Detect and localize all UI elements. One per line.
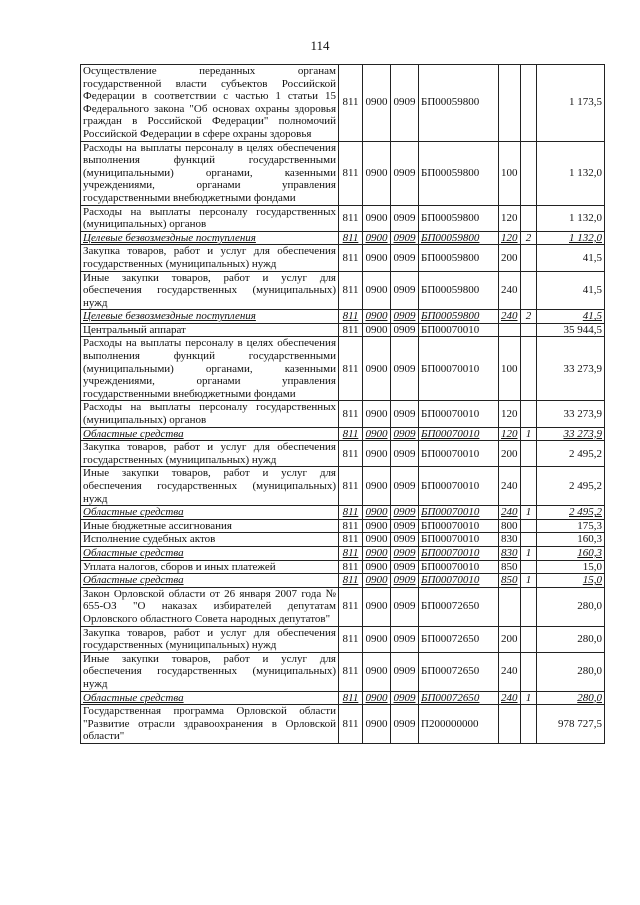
page-number: 114 [310,38,330,53]
expense-type-cell: 240 [499,271,521,310]
source-code-cell [521,441,537,467]
table-row [81,323,605,337]
source-code-cell: 1 [521,427,537,441]
section-code-cell: 0900 [363,427,391,441]
ministry-code-cell: 811 [339,506,363,520]
ministry-code-cell: 811 [339,652,363,691]
subsection-code-cell: 0909 [391,546,419,560]
row-name-cell: Иные бюджетные ассигнования [81,519,339,533]
ministry-code-cell: 811 [339,519,363,533]
source-code-cell [521,401,537,427]
row-name-cell: Целевые безвозмездные поступления [81,231,339,245]
row-name-cell: Расходы на выплаты персоналу государственных (муниципальных) органов [81,401,339,427]
target-article-cell: БП00072650 [419,626,499,652]
expense-type-cell [499,587,521,626]
subsection-code-cell: 0909 [391,691,419,705]
table-row [81,587,605,626]
subsection-code-cell: 0909 [391,652,419,691]
target-article-cell: БП00070010 [419,519,499,533]
table-row [81,691,605,705]
source-code-cell [521,519,537,533]
source-code-cell: 1 [521,691,537,705]
ministry-code-cell: 811 [339,467,363,506]
ministry-code-cell: 811 [339,441,363,467]
table-row [81,141,605,205]
subsection-code-cell: 0909 [391,323,419,337]
expense-type-cell: 120 [499,205,521,231]
amount-cell: 15,0 [537,560,605,574]
section-code-cell: 0900 [363,560,391,574]
subsection-code-cell: 0909 [391,506,419,520]
section-code-cell: 0900 [363,506,391,520]
amount-cell: 41,5 [537,271,605,310]
table-row [81,705,605,744]
row-name-cell: Закупка товаров, работ и услуг для обеспечения государственных (муниципальных) нужд [81,626,339,652]
row-name-cell: Расходы на выплаты персоналу государственных (муниципальных) органов [81,205,339,231]
ministry-code-cell: 811 [339,533,363,547]
source-code-cell: 1 [521,574,537,588]
source-code-cell [521,323,537,337]
target-article-cell: БП00070010 [419,323,499,337]
ministry-code-cell: 811 [339,337,363,401]
expense-type-cell: 240 [499,310,521,324]
amount-cell: 33 273,9 [537,401,605,427]
subsection-code-cell: 0909 [391,533,419,547]
amount-cell: 280,0 [537,652,605,691]
subsection-code-cell: 0909 [391,271,419,310]
section-code-cell: 0900 [363,533,391,547]
amount-cell: 41,5 [537,245,605,271]
subsection-code-cell: 0909 [391,467,419,506]
table-row [81,245,605,271]
target-article-cell: БП00072650 [419,691,499,705]
budget-table-body [81,65,605,744]
target-article-cell: БП00059800 [419,271,499,310]
target-article-cell: БП00070010 [419,467,499,506]
expense-type-cell: 200 [499,245,521,271]
subsection-code-cell: 0909 [391,626,419,652]
table-row [81,231,605,245]
ministry-code-cell: 811 [339,560,363,574]
subsection-code-cell: 0909 [391,574,419,588]
source-code-cell [521,337,537,401]
row-name-cell: Государственная программа Орловской области "Развитие отрасли здравоохранения в Орловской области" [81,705,339,744]
row-name-cell: Областные средства [81,574,339,588]
amount-cell: 33 273,9 [537,337,605,401]
amount-cell: 160,3 [537,533,605,547]
ministry-code-cell: 811 [339,271,363,310]
ministry-code-cell: 811 [339,574,363,588]
table-row [81,401,605,427]
section-code-cell: 0900 [363,574,391,588]
amount-cell: 35 944,5 [537,323,605,337]
budget-table [80,64,605,744]
ministry-code-cell: 811 [339,231,363,245]
row-name-cell: Закупка товаров, работ и услуг для обеспечения государственных (муниципальных) нужд [81,245,339,271]
row-name-cell: Центральный аппарат [81,323,339,337]
target-article-cell: БП00070010 [419,441,499,467]
source-code-cell [521,205,537,231]
amount-cell: 978 727,5 [537,705,605,744]
amount-cell: 280,0 [537,691,605,705]
expense-type-cell: 850 [499,560,521,574]
source-code-cell [521,245,537,271]
table-row [81,626,605,652]
section-code-cell: 0900 [363,231,391,245]
subsection-code-cell: 0909 [391,705,419,744]
table-row [81,310,605,324]
expense-type-cell: 850 [499,574,521,588]
ministry-code-cell: 811 [339,65,363,142]
amount-cell: 280,0 [537,587,605,626]
target-article-cell: БП00070010 [419,533,499,547]
source-code-cell [521,271,537,310]
expense-type-cell: 240 [499,691,521,705]
ministry-code-cell: 811 [339,587,363,626]
target-article-cell: П200000000 [419,705,499,744]
section-code-cell: 0900 [363,691,391,705]
amount-cell: 175,3 [537,519,605,533]
expense-type-cell: 240 [499,467,521,506]
subsection-code-cell: 0909 [391,587,419,626]
ministry-code-cell: 811 [339,427,363,441]
amount-cell: 1 132,0 [537,205,605,231]
target-article-cell: БП00070010 [419,546,499,560]
subsection-code-cell: 0909 [391,231,419,245]
target-article-cell: БП00070010 [419,560,499,574]
amount-cell: 2 495,2 [537,467,605,506]
amount-cell: 2 495,2 [537,441,605,467]
expense-type-cell: 830 [499,533,521,547]
amount-cell: 2 495,2 [537,506,605,520]
row-name-cell: Иные закупки товаров, работ и услуг для обеспечения государственных (муниципальных) нужд [81,467,339,506]
source-code-cell: 1 [521,546,537,560]
amount-cell: 15,0 [537,574,605,588]
subsection-code-cell: 0909 [391,65,419,142]
source-code-cell [521,141,537,205]
expense-type-cell: 100 [499,141,521,205]
table-row [81,652,605,691]
target-article-cell: БП00072650 [419,587,499,626]
expense-type-cell [499,323,521,337]
ministry-code-cell: 811 [339,705,363,744]
subsection-code-cell: 0909 [391,245,419,271]
expense-type-cell: 800 [499,519,521,533]
amount-cell: 33 273,9 [537,427,605,441]
row-name-cell: Иные закупки товаров, работ и услуг для обеспечения государственных (муниципальных) нужд [81,271,339,310]
expense-type-cell: 240 [499,506,521,520]
row-name-cell: Областные средства [81,546,339,560]
amount-cell: 1 132,0 [537,231,605,245]
amount-cell: 280,0 [537,626,605,652]
expense-type-cell: 200 [499,626,521,652]
section-code-cell: 0900 [363,141,391,205]
row-name-cell: Закон Орловской области от 26 января 2007 года № 655-ОЗ "О наказах избирателей депутатам Орловского областного Совета народных депутатов" [81,587,339,626]
row-name-cell: Осуществление переданных органам государственной власти субъектов Российской Федерации в соответствии с частью 1 статьи 15 Федерального закона "Об основах охраны здоровья граждан в Российской Федерации" полномочий Российской Федерации в сфере охраны здоровья [81,65,339,142]
section-code-cell: 0900 [363,310,391,324]
ministry-code-cell: 811 [339,205,363,231]
target-article-cell: БП00059800 [419,65,499,142]
target-article-cell: БП00070010 [419,337,499,401]
table-row [81,467,605,506]
expense-type-cell [499,705,521,744]
table-row [81,574,605,588]
subsection-code-cell: 0909 [391,441,419,467]
source-code-cell [521,652,537,691]
subsection-code-cell: 0909 [391,519,419,533]
amount-cell: 160,3 [537,546,605,560]
section-code-cell: 0900 [363,205,391,231]
section-code-cell: 0900 [363,441,391,467]
subsection-code-cell: 0909 [391,427,419,441]
section-code-cell: 0900 [363,652,391,691]
table-row [81,506,605,520]
target-article-cell: БП00059800 [419,310,499,324]
source-code-cell: 2 [521,231,537,245]
subsection-code-cell: 0909 [391,560,419,574]
ministry-code-cell: 811 [339,141,363,205]
table-row [81,337,605,401]
table-row [81,65,605,142]
ministry-code-cell: 811 [339,626,363,652]
section-code-cell: 0900 [363,401,391,427]
ministry-code-cell: 811 [339,245,363,271]
expense-type-cell: 120 [499,401,521,427]
section-code-cell: 0900 [363,626,391,652]
row-name-cell: Уплата налогов, сборов и иных платежей [81,560,339,574]
table-row [81,533,605,547]
row-name-cell: Исполнение судебных актов [81,533,339,547]
row-name-cell: Областные средства [81,691,339,705]
section-code-cell: 0900 [363,519,391,533]
row-name-cell: Областные средства [81,427,339,441]
source-code-cell [521,560,537,574]
section-code-cell: 0900 [363,467,391,506]
source-code-cell [521,533,537,547]
row-name-cell: Целевые безвозмездные поступления [81,310,339,324]
section-code-cell: 0900 [363,245,391,271]
row-name-cell: Закупка товаров, работ и услуг для обеспечения государственных (муниципальных) нужд [81,441,339,467]
amount-cell: 1 132,0 [537,141,605,205]
expense-type-cell: 200 [499,441,521,467]
target-article-cell: БП00070010 [419,401,499,427]
ministry-code-cell: 811 [339,691,363,705]
ministry-code-cell: 811 [339,310,363,324]
subsection-code-cell: 0909 [391,205,419,231]
expense-type-cell [499,65,521,142]
amount-cell: 1 173,5 [537,65,605,142]
section-code-cell: 0900 [363,705,391,744]
target-article-cell: БП00059800 [419,205,499,231]
expense-type-cell: 830 [499,546,521,560]
source-code-cell [521,65,537,142]
table-row [81,546,605,560]
amount-cell: 41,5 [537,310,605,324]
target-article-cell: БП00070010 [419,574,499,588]
section-code-cell: 0900 [363,271,391,310]
source-code-cell [521,626,537,652]
subsection-code-cell: 0909 [391,310,419,324]
source-code-cell [521,467,537,506]
table-row [81,560,605,574]
subsection-code-cell: 0909 [391,141,419,205]
table-row [81,205,605,231]
target-article-cell: БП00059800 [419,141,499,205]
row-name-cell: Расходы на выплаты персоналу в целях обеспечения выполнения функций государственными (муниципальными) органами, казенными учреждениями, органами управления государственными внебюджетными фондами [81,141,339,205]
section-code-cell: 0900 [363,323,391,337]
source-code-cell: 1 [521,506,537,520]
section-code-cell: 0900 [363,546,391,560]
row-name-cell: Областные средства [81,506,339,520]
table-row [81,427,605,441]
table-row [81,271,605,310]
row-name-cell: Иные закупки товаров, работ и услуг для обеспечения государственных (муниципальных) нужд [81,652,339,691]
table-row [81,519,605,533]
expense-type-cell: 120 [499,427,521,441]
expense-type-cell: 120 [499,231,521,245]
source-code-cell [521,587,537,626]
ministry-code-cell: 811 [339,546,363,560]
subsection-code-cell: 0909 [391,401,419,427]
table-row [81,441,605,467]
target-article-cell: БП00059800 [419,231,499,245]
section-code-cell: 0900 [363,587,391,626]
source-code-cell [521,705,537,744]
target-article-cell: БП00070010 [419,506,499,520]
source-code-cell: 2 [521,310,537,324]
section-code-cell: 0900 [363,65,391,142]
expense-type-cell: 100 [499,337,521,401]
ministry-code-cell: 811 [339,401,363,427]
target-article-cell: БП00070010 [419,427,499,441]
section-code-cell: 0900 [363,337,391,401]
ministry-code-cell: 811 [339,323,363,337]
target-article-cell: БП00072650 [419,652,499,691]
row-name-cell: Расходы на выплаты персоналу в целях обеспечения выполнения функций государственными (муниципальными) органами, казенными учреждениями, органами управления государственными внебюджетными фондами [81,337,339,401]
target-article-cell: БП00059800 [419,245,499,271]
expense-type-cell: 240 [499,652,521,691]
subsection-code-cell: 0909 [391,337,419,401]
